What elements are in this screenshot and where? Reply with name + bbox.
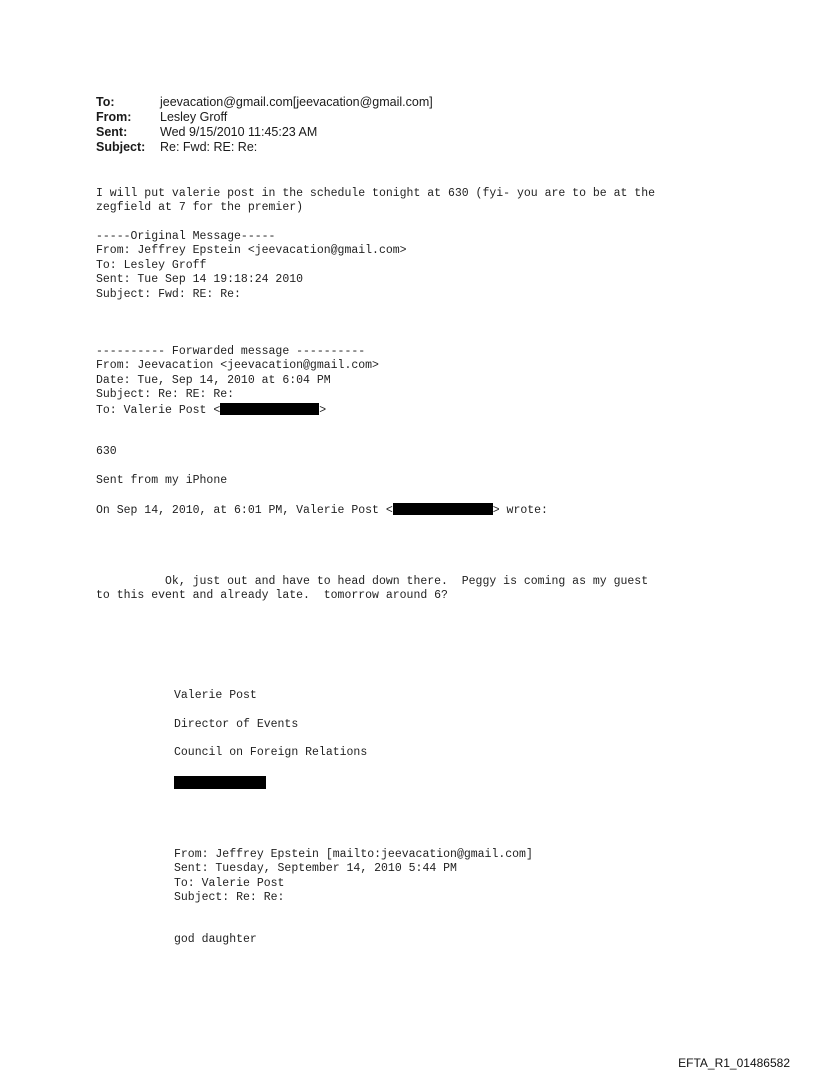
reply-signature: Sent from my iPhone [96, 474, 228, 487]
forwarded-to: To: Valerie Post < > [96, 403, 327, 417]
email-header [96, 95, 433, 155]
valerie-line: to this event and already late. tomorrow around 6? [96, 589, 448, 602]
to-label: To: [96, 95, 115, 109]
signature-name: Valerie Post [174, 689, 257, 702]
earlier-from: From: Jeffrey Epstein [mailto:jeevacation@gmail.com] [174, 847, 533, 861]
valerie-message [96, 560, 648, 618]
from-value: Lesley Groff [160, 110, 228, 124]
signature-org: Council on Foreign Relations [174, 746, 368, 759]
header-from-row [96, 110, 433, 125]
forwarded-subject: Subject: Re: RE: Re: [96, 388, 235, 401]
body-line: I will put valerie post in the schedule tonight at 630 (fyi- you are to be at the [96, 186, 655, 200]
document-id: EFTA_R1_01486582 [678, 1056, 790, 1070]
earlier-subject: Subject: Re: Re: [174, 891, 285, 904]
earlier-to: To: Valerie Post [174, 876, 285, 890]
forwarded-from: From: Jeevacation <jeevacation@gmail.com> [96, 359, 379, 372]
header-to-row [96, 95, 433, 110]
subject-value: Re: Fwd: RE: Re: [160, 140, 258, 154]
original-to: To: Lesley Groff [96, 258, 207, 272]
sent-value: Wed 9/15/2010 11:45:23 AM [160, 125, 318, 139]
header-subject-row [96, 140, 433, 155]
original-from: From: Jeffrey Epstein <jeevacation@gmail.com> [96, 244, 407, 257]
original-subject: Subject: Fwd: RE: Re: [96, 287, 241, 301]
original-sent: Sent: Tue Sep 14 19:18:24 2010 [96, 273, 304, 286]
body-line: zegfield at 7 for the premier) [96, 201, 304, 214]
forwarded-message [96, 330, 379, 433]
original-message [96, 215, 407, 317]
subject-label: Subject: [96, 140, 146, 154]
earlier-message [174, 833, 533, 920]
header-sent-row [96, 125, 433, 140]
earlier-sent: Sent: Tuesday, September 14, 2010 5:44 PM [174, 862, 457, 875]
sent-label: Sent: [96, 125, 128, 139]
valerie-line: Ok, just out and have to head down there. Peggy is coming as my guest [96, 574, 649, 588]
to-value: jeevacation@gmail.com[jeevacation@gmail.com] [160, 95, 433, 109]
original-divider: -----Original Message----- [96, 229, 276, 243]
forwarded-divider: ---------- Forwarded message ---------- [96, 344, 366, 358]
redaction-bar [174, 776, 266, 789]
redaction-bar [393, 503, 493, 515]
forwarded-date: Date: Tue, Sep 14, 2010 at 6:04 PM [96, 373, 331, 387]
signature-title: Director of Events [174, 718, 299, 731]
earlier-text: god daughter [174, 933, 257, 946]
from-label: From: [96, 110, 132, 124]
reply-text: 630 [96, 445, 117, 458]
reply-quote-line: On Sep 14, 2010, at 6:01 PM, Valerie Post < > wrote: [96, 504, 548, 517]
redaction-bar [220, 403, 319, 415]
